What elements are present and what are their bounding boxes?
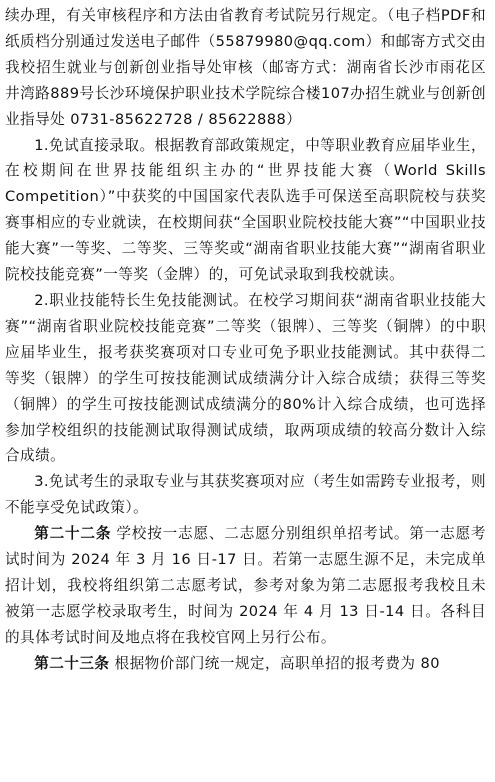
paragraph-continued-application-rules (5, 3, 486, 133)
paragraph-text: 1.免试直接录取。根据教育部政策规定，中等职业教育应届毕业生，在校期间在世界技能组织主办的“世界技能大赛（World Skills Competition）”中获奖的中国国家代表队选手可保送至高职院校与获奖赛事相应的专业就读，在校期间获“全国职业院校技能大赛”“中国职业技能大赛”一等奖、二等奖、三等奖或“湖南省职业技能大赛”“湖南省职业院校技能竞赛”一等奖（金牌）的，可免试录取到我校就读。 (5, 136, 486, 284)
paragraph-text: 续办理，有关审核程序和方法由省教育考试院另行规定。（电子档PDF和纸质档分别通过发送电子邮件（55879980@qq.com）和邮寄方式交由我校招生就业与创新创业指导处审核（邮寄方式：湖南省长沙市雨花区井湾路889号长沙环境保护职业技术学院综合楼107办招生就业与创新创业指导处 0731-85622728 / 85622888） (5, 7, 486, 128)
article-heading: 第二十二条 (34, 525, 112, 543)
paragraph-text: 学校按一志愿、二志愿分别组织单招考试。第一志愿考试时间为 2024 年 3 月 16 日-17 日。若第一志愿生源不足，未完成单招计划，我校将组织第二志愿考试，参考对象为第二志愿报考我校且未被第一志愿学校录取考生，时间为 2024 年 4 月 13 日-14 日。各科目的具体考试时间及地点将在我校官网上另行公布。 (5, 525, 486, 646)
paragraph-exemption-direct-admission (5, 133, 486, 288)
paragraph-exempt-major-matching (5, 469, 486, 521)
paragraph-skills-test-exemption (5, 288, 486, 469)
article-heading: 第二十三条 (34, 654, 110, 672)
paragraph-article-22 (5, 521, 486, 651)
paragraph-text: 根据物价部门统一规定，高职单招的报考费为 80 (114, 654, 440, 672)
paragraph-article-23 (5, 651, 486, 677)
paragraph-text: 2.职业技能特长生免技能测试。在校学习期间获“湖南省职业技能大赛”“湖南省职业院校技能竞赛”二等奖（银牌）、三等奖（铜牌）的中职应届毕业生，报考获奖赛项对口专业可免予职业技能测试。其中获得二等奖（银牌）的学生可按技能测试成绩满分计入综合成绩；获得三等奖（铜牌）的学生可按技能测试成绩满分的80%计入综合成绩，也可选择参加学校组织的技能测试取得测试成绩，取两项成绩的较高分数计入综合成绩。 (5, 291, 486, 465)
paragraph-text: 3.免试考生的录取专业与其获奖赛项对应（考生如需跨专业报考，则不能享受免试政策）。 (5, 473, 486, 517)
